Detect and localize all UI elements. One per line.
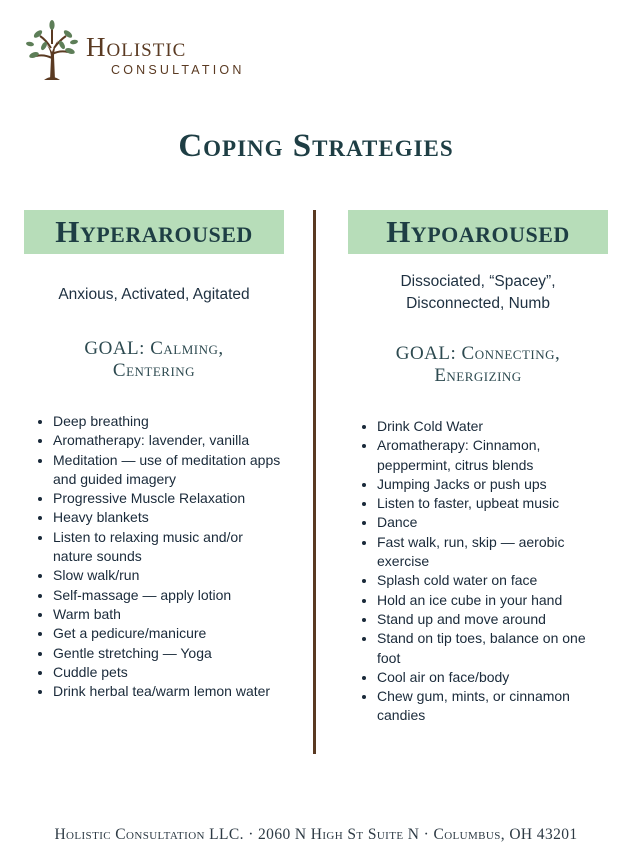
list-item: Stand on tip toes, balance on one foot	[348, 629, 608, 668]
hypoaroused-state-line-1: Dissociated, “Spacey”,	[400, 273, 556, 290]
hypoaroused-goal-line-1: GOAL: Connecting,	[395, 343, 561, 364]
list-item: Cool air on face/body	[348, 668, 608, 687]
list-item: Meditation — use of meditation apps and guided imagery	[24, 451, 284, 490]
list-item: Jumping Jacks or push ups	[348, 475, 608, 494]
list-item: Dance	[348, 513, 608, 532]
hypoaroused-heading: Hypoaroused	[348, 210, 608, 254]
hyperaroused-state	[24, 284, 284, 306]
list-item: Drink Cold Water	[348, 417, 608, 436]
hyperaroused-column	[24, 210, 284, 701]
list-item: Drink herbal tea/warm lemon water	[24, 682, 284, 701]
list-item: Slow walk/run	[24, 566, 284, 585]
logo-subtitle: CONSULTATION	[111, 63, 245, 77]
list-item: Fast walk, run, skip — aerobic exercise	[348, 533, 608, 572]
list-item: Hold an ice cube in your hand	[348, 591, 608, 610]
logo	[24, 18, 264, 84]
list-item: Self-massage — apply lotion	[24, 586, 284, 605]
list-item: Listen to relaxing music and/or nature sounds	[24, 528, 284, 567]
hyperaroused-goal-line-1: GOAL: Calming,	[84, 338, 224, 359]
column-divider	[313, 210, 316, 754]
list-item: Warm bath	[24, 605, 284, 624]
tree-icon	[24, 18, 80, 82]
footer-address: Holistic Consultation LLC. · 2060 N High St Suite N · Columbus, OH 43201	[54, 826, 578, 843]
list-item: Gentle stretching — Yoga	[24, 644, 284, 663]
list-item: Chew gum, mints, or cinnamon candies	[348, 687, 608, 726]
list-item: Deep breathing	[24, 412, 284, 431]
list-item: Aromatherapy: Cinnamon, peppermint, citrus blends	[348, 436, 608, 475]
hypoaroused-strategy-list	[348, 417, 608, 726]
list-item: Cuddle pets	[24, 663, 284, 682]
hypoaroused-goal	[348, 343, 608, 387]
hyperaroused-heading: Hyperaroused	[24, 210, 284, 254]
list-item: Get a pedicure/manicure	[24, 624, 284, 643]
hypoaroused-state	[348, 271, 608, 315]
logo-name: Holistic	[86, 32, 187, 62]
list-item: Listen to faster, upbeat music	[348, 494, 608, 513]
hypoaroused-column	[348, 210, 608, 726]
hyperaroused-state-line: Anxious, Activated, Agitated	[58, 286, 250, 303]
hyperaroused-goal	[24, 338, 284, 382]
page-title: Coping Strategies	[178, 128, 454, 164]
list-item: Progressive Muscle Relaxation	[24, 489, 284, 508]
hypoaroused-goal-line-2: Energizing	[434, 365, 522, 386]
hypoaroused-state-line-2: Disconnected, Numb	[406, 295, 550, 312]
hyperaroused-goal-line-2: Centering	[112, 360, 196, 381]
list-item: Aromatherapy: lavender, vanilla	[24, 431, 284, 450]
list-item: Splash cold water on face	[348, 571, 608, 590]
hyperaroused-strategy-list	[24, 412, 284, 701]
list-item: Stand up and move around	[348, 610, 608, 629]
list-item: Heavy blankets	[24, 508, 284, 527]
